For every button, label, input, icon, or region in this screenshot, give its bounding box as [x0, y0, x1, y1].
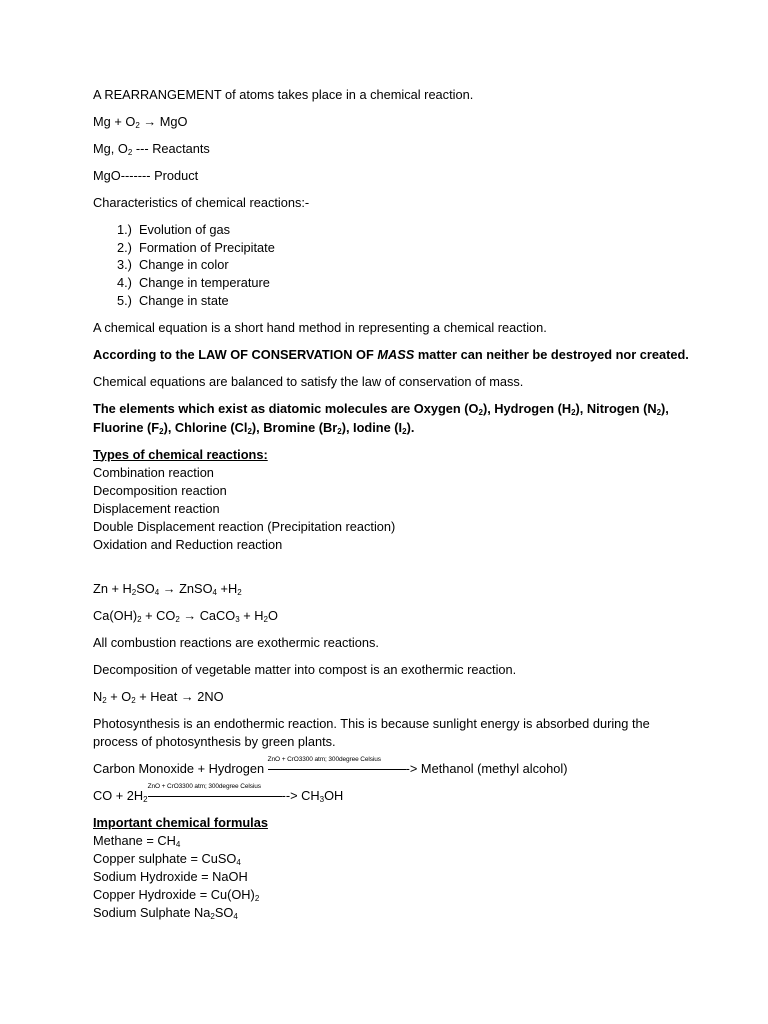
reaction-type-item: Decomposition reaction	[93, 482, 227, 498]
reaction-type-item: Oxidation and Reduction reaction	[93, 536, 283, 552]
product-line: MgO------- Product	[93, 168, 199, 183]
reaction-condition: ZnO + CrO3300 atm; 300degree Celsius	[268, 760, 406, 774]
photosynthesis-text: Photosynthesis is an endothermic reaction. This is because sunlight energy is absorbed during the process of photosynthesis by green plants.	[93, 715, 650, 749]
arrow-icon: →	[162, 580, 176, 596]
types-heading: Types of chemical reactions:	[93, 446, 268, 462]
methanol-word-equation: Carbon Monoxide + Hydrogen ZnO + CrO3300 atm; 300degree Celsius -> Methanol (methyl alcohol)	[93, 755, 568, 776]
formulas-heading: Important chemical formulas	[93, 814, 268, 830]
decomposition-text: Decomposition of vegetable matter into compost is an exothermic reaction.	[93, 661, 517, 677]
types-list	[93, 464, 693, 554]
characteristic-item: 3.) Change in color	[117, 257, 229, 273]
formula-item: Sodium Hydroxide = NaOH	[93, 868, 248, 884]
reaction-condition: ZnO + CrO3300 atm; 300degree Celsius	[148, 787, 282, 801]
arrow-icon: →	[183, 607, 197, 623]
characteristics-list	[93, 221, 693, 310]
formula-item: Copper sulphate = CuSO$_4$	[93, 850, 241, 867]
characteristic-item: 2.) Formation of Precipitate	[117, 239, 275, 255]
balanced-equations-text: Chemical equations are balanced to satisfy the law of conservation of mass.	[93, 373, 524, 389]
diatomic-paragraph: The elements which exist as diatomic molecules are Oxygen $(O_2)$, Hydrogen $(H_2)$, Nitrogen $(N_2)$, Fluorine $(F_2)$, Chlorine $(Cl_2)$, Bromine $(Br_2)$, Iodine $(I_2)$.	[93, 400, 669, 436]
formula-item: Methane = $CH_4$	[93, 832, 181, 849]
document-body	[93, 86, 693, 922]
arrow-icon: →	[180, 688, 194, 704]
characteristic-item: 4.) Change in temperature	[117, 275, 270, 291]
equation-calcium: $Ca(OH)_2 + CO_2$ → CaCO$_3$ + $H_2O$	[93, 607, 278, 624]
law-conservation-mass: According to the LAW OF CONSERVATION OF MASS matter can neither be destroyed nor created.	[93, 346, 689, 362]
arrow-icon: →	[143, 114, 157, 129]
characteristic-item: 1.) Evolution of gas	[117, 222, 231, 237]
characteristics-title: Characteristics of chemical reactions:-	[93, 195, 310, 210]
characteristic-item: 5.) Change in state	[117, 292, 229, 308]
equation-mg: $Mg + O_2$ → MgO	[93, 114, 188, 130]
reactants-line: Mg, $O_2$ --- Reactants	[93, 141, 210, 157]
reaction-type-item: Double Displacement reaction (Precipitation reaction)	[93, 518, 396, 534]
chemical-equation-definition: A chemical equation is a short hand method in representing a chemical reaction.	[93, 319, 547, 335]
formulas-list	[93, 832, 693, 922]
equation-nitrogen: $N_2 + O_2$ + Heat → 2NO	[93, 688, 224, 705]
formula-item: Sodium Sulphate $Na_2SO_4$	[93, 904, 238, 921]
formula-item: Copper Hydroxide = $Cu(OH)_2$	[93, 886, 260, 903]
reaction-type-item: Displacement reaction	[93, 500, 220, 516]
methanol-formula-equation: CO + $2H_2$ ZnO + CrO3300 atm; 300degree Celsius --> $CH_3OH$	[93, 782, 344, 804]
equation-zinc: $Zn + H_2SO_4$ → ZnSO$_4$ $+H_2$	[93, 580, 242, 597]
intro-text: A REARRANGEMENT of atoms takes place in a chemical reaction.	[93, 87, 474, 102]
reaction-type-item: Combination reaction	[93, 464, 214, 480]
combustion-text: All combustion reactions are exothermic reactions.	[93, 634, 379, 650]
